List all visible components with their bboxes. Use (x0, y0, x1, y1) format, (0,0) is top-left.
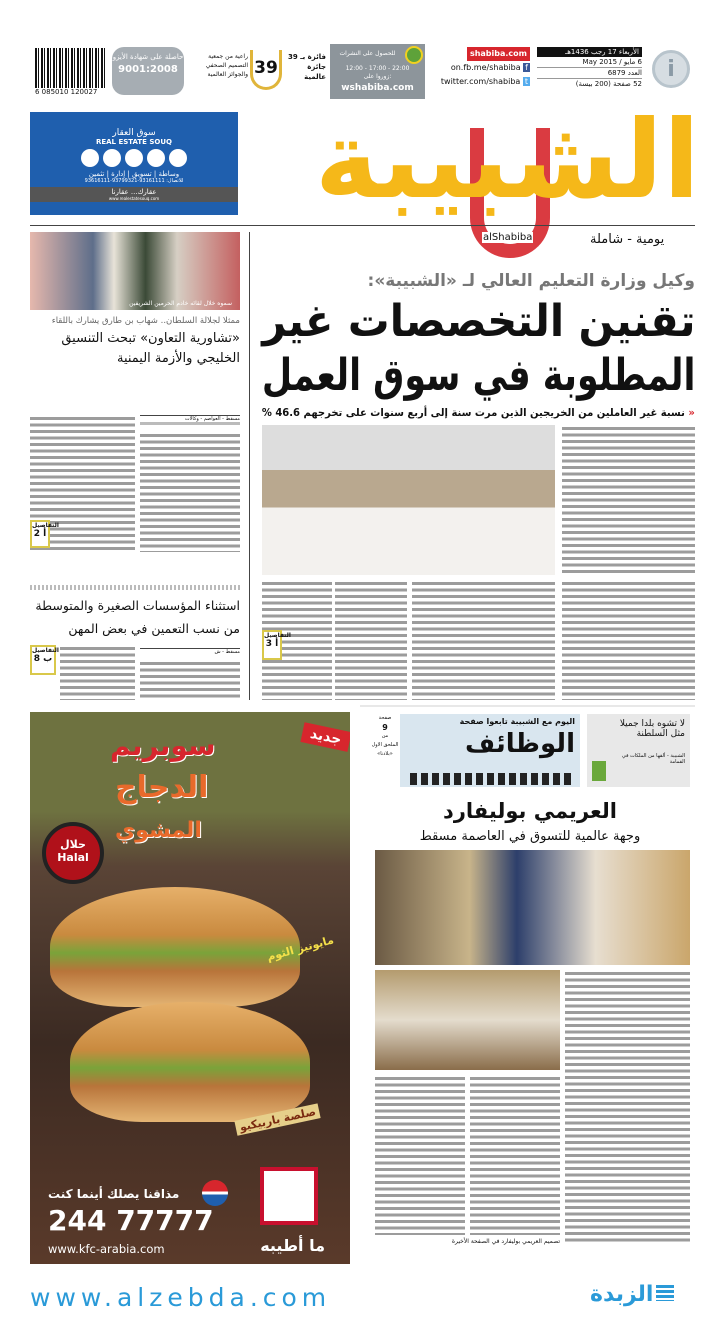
ad-brand-en: REAL ESTATE SOUQ (95, 138, 173, 146)
details-label: التفاصيل (32, 522, 59, 529)
clean-promo (587, 714, 690, 787)
hijri-date: الأربعاء 17 رجب 1436هـ (537, 47, 642, 57)
masthead-divider (30, 225, 695, 226)
award-title: فائزة بـ 39 جائزة عالمية (288, 53, 326, 81)
side2-body-col2 (60, 645, 135, 700)
footer-logo-text: الزبدة (590, 1282, 654, 1307)
side1-kicker: ممثلا لجلالة السلطان.. شهاب بن طارق يشارك باللقاء (51, 316, 240, 326)
ad-contact: للاتصال: 93161111-93799321-93616111 (84, 178, 184, 184)
side1-details-box[interactable] (30, 520, 59, 548)
details-label: التفاصيل (264, 632, 291, 639)
app-visit: زوروا على: (363, 73, 392, 80)
jobs-page-ref (370, 714, 400, 787)
award-laurel: 39 (250, 50, 282, 90)
location-pin-icon (103, 149, 121, 167)
people-row-icon (410, 773, 575, 785)
main-photo (262, 425, 555, 575)
network-icon (147, 149, 165, 167)
iso-text: حاصلة على شهادة الأيزو (112, 53, 184, 61)
barcode-number: 6 085010 120027 (35, 88, 110, 96)
date-box (537, 47, 642, 89)
side2-headline-line1: استثناء المؤسسات الصغيرة والمتوسطة (35, 598, 240, 613)
award-description: راعية من جمعية التصميم الصحفي والجوائز العالمية (205, 53, 248, 78)
ad-brand: سوبريم (110, 729, 216, 762)
clean-line2: مثل السلطنة (636, 729, 685, 739)
side2-details-box[interactable] (30, 645, 59, 675)
app-logo-icon (405, 46, 423, 64)
masthead-logo: الشبيبة (314, 98, 700, 223)
footer-url[interactable]: www.alzebda.com (30, 1283, 332, 1312)
page-count: 52 صفحة (200 بيسة) (575, 80, 642, 88)
photo-caption: سموه خلال لقائه خادم الحرمين الشريفين (129, 300, 232, 307)
product-line2: المشوي (115, 818, 202, 843)
sandwich-image-2 (70, 1002, 310, 1122)
mall-caption: تصميم العريمي بوليفارد في الصفحة الأخيرة (451, 1238, 560, 1245)
real-estate-ad[interactable] (30, 112, 238, 215)
mall-body-col2 (470, 1075, 560, 1235)
sauce-label-2: صلصة باربيكيو (234, 1103, 321, 1135)
clean-line1: لا تشوه بلدا جميلا (619, 719, 685, 729)
iso-seal (112, 47, 184, 95)
fold-divider (360, 705, 695, 707)
main-kicker: وكيل وزارة التعليم العالي لـ «الشبيبة»: (367, 271, 695, 291)
ad-services: وساطة | تسويق | إدارة | تثمين (88, 170, 180, 178)
pepsi-logo (202, 1180, 228, 1206)
ad-tagline: مذاقنا يصلك أينما كنت (48, 1187, 180, 1201)
section-label: الملحق الاول (371, 742, 399, 748)
app-promo (330, 44, 425, 99)
main-body-col1b (562, 580, 695, 700)
page-label: صفحة (378, 715, 392, 721)
kfc-ad[interactable] (30, 712, 350, 1264)
sauce-label-1: مايونيز الثوم (265, 933, 336, 964)
side1-headline-line2: الخليجي والأزمة اليمنية (116, 351, 240, 366)
service-icons (30, 149, 238, 167)
app-times: 12:00 - 17:00 - 22:00 (345, 65, 410, 72)
car-icon (169, 149, 187, 167)
side1-dateline: مسقط - العواصم - وكالات (140, 415, 240, 425)
logo-latin: alShabiba (483, 232, 533, 243)
details-page: 2 أ (33, 529, 47, 539)
details-label: التفاصيل (32, 647, 59, 654)
kfc-logo (260, 1167, 318, 1225)
jobs-promo-title: الوظائف (465, 729, 575, 759)
app-text: للحصول على النشرات (339, 50, 396, 57)
app-site-link[interactable]: wshabiba.com (341, 83, 414, 93)
facebook-link[interactable]: on.fb.me/shabiba f (450, 63, 528, 72)
side1-headline-line1: «تشاورية التعاون» تبحث التنسيق (61, 331, 240, 346)
mall-subhead: وجهة عالمية للتسوق في العاصمة مسقط (419, 829, 641, 844)
halal-seal (42, 822, 104, 884)
from-label: من (381, 733, 389, 739)
halal-ar: حلال (60, 838, 86, 851)
mall-photo-1 (375, 850, 690, 965)
main-body-col3 (335, 580, 407, 700)
jobs-promo[interactable] (370, 714, 580, 787)
main-headline-line1: تقنين التخصصات غير (261, 296, 695, 347)
main-body-col1 (562, 425, 695, 575)
side2-body-col1 (140, 660, 240, 700)
chevron-icon: « (688, 407, 695, 419)
ad-slogan: ما أطيبه (260, 1236, 325, 1255)
main-headline-line2: المطلوبة في سوق العمل (261, 350, 695, 401)
mall-body-col1 (565, 970, 690, 1242)
mall-headline: العريمي بوليفارد (443, 799, 617, 823)
iso-number: 9001:2008 (118, 64, 178, 75)
product-line1: الدجاج (115, 770, 209, 805)
section-rule (30, 585, 240, 590)
details-page: 3 أ (265, 639, 279, 649)
clean-footer: الشبيبة - ألقها من الملكات في القمامة (621, 753, 685, 765)
masthead-tagline: يومية - شاملة (590, 232, 665, 247)
side-photo (30, 232, 240, 310)
issue-number: العدد 6879 (537, 68, 642, 79)
details-page: ب 8 (33, 654, 53, 664)
column-divider (249, 232, 250, 700)
twitter-icon: t (524, 77, 528, 86)
info-icon: i (652, 50, 690, 88)
main-body-col2 (412, 580, 555, 700)
side2-headline-line2: من نسب التعمين في بعض المهن (68, 621, 240, 636)
ad-url: www.realestatesouq.com (108, 196, 160, 201)
barcode (35, 48, 105, 88)
people-icon (81, 149, 99, 167)
jobs-promo-top: اليوم مع الشبيبة تابعوا صفحة (459, 717, 575, 726)
gregorian-date: 6 مايو / May 2015 (537, 57, 642, 68)
section-name: «بلادنا» (377, 751, 393, 757)
menu-lines-icon (656, 1285, 674, 1301)
site-link[interactable]: shabiba.com (467, 47, 530, 61)
subhead-text: نسبة غير العاملين من الخريجين الذين مرت سنة إلى أربع سنوات على تخرجهم 46.6 % (262, 407, 686, 419)
page-num: 9 (382, 723, 388, 732)
recycle-bin-icon (592, 761, 606, 781)
halal-en: Halal (57, 851, 89, 864)
main-subhead (262, 405, 695, 421)
footer-logo (590, 1282, 674, 1307)
ad-url[interactable]: www.kfc-arabia.com (48, 1242, 165, 1256)
facebook-icon: f (525, 63, 528, 72)
main-details-box[interactable] (262, 630, 291, 660)
mall-body-col3 (375, 1075, 465, 1235)
twitter-link[interactable]: twitter.com/shabiba t (440, 77, 528, 86)
sandwich-image-1 (50, 887, 300, 1007)
new-badge: جديد (301, 722, 350, 751)
mall-photo-2 (375, 970, 560, 1070)
ad-phone[interactable]: 244 77777 (48, 1204, 214, 1237)
ad-slogan: عقارك... عقارنا (111, 188, 157, 196)
side1-body-col1 (140, 432, 240, 552)
side2-dateline: مسقط - ش (140, 648, 240, 655)
ad-brand-ar: سوق العقار (112, 128, 156, 138)
building-icon (125, 149, 143, 167)
